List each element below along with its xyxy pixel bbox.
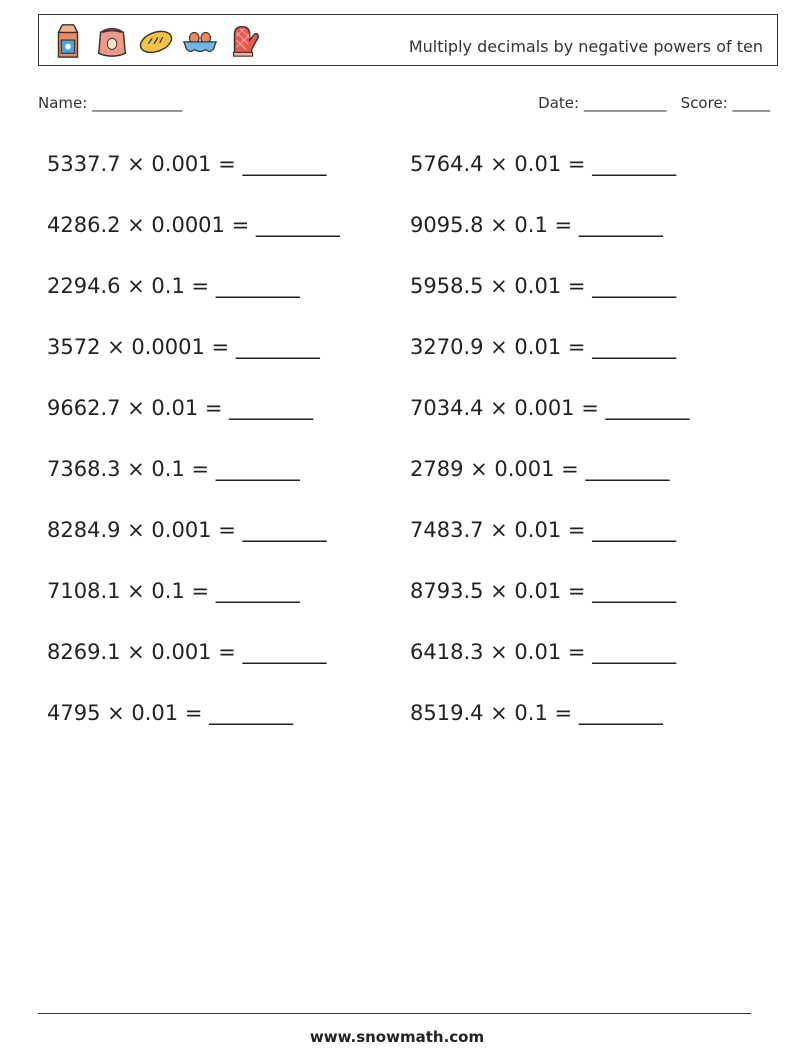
footer-website[interactable]: www.snowmath.com (309, 1028, 485, 1046)
problem-right-3: 5958.5 × 0.01 = ________ (410, 274, 677, 298)
problem-left-9: 8269.1 × 0.001 = ________ (47, 640, 327, 664)
problem-left-8: 7108.1 × 0.1 = ________ (47, 579, 300, 603)
problem-left-4: 3572 × 0.0001 = ________ (47, 335, 320, 359)
problem-left-2: 4286.2 × 0.0001 = ________ (47, 213, 340, 237)
footer-divider (38, 1013, 751, 1014)
egg-carton-icon (181, 21, 219, 59)
name-field[interactable]: Name: ____________ (38, 94, 183, 112)
problem-left-5: 9662.7 × 0.01 = ________ (47, 396, 314, 420)
date-score-fields (538, 94, 770, 112)
oven-mitt-icon (225, 21, 263, 59)
problem-left-7: 8284.9 × 0.001 = ________ (47, 518, 327, 542)
date-field[interactable]: Date: ___________ (538, 94, 667, 112)
problem-right-4: 3270.9 × 0.01 = ________ (410, 335, 677, 359)
worksheet-title: Multiply decimals by negative powers of ten (408, 37, 763, 56)
problem-left-6: 7368.3 × 0.1 = ________ (47, 457, 300, 481)
problem-right-2: 9095.8 × 0.1 = ________ (410, 213, 663, 237)
header-icons (49, 21, 263, 61)
problem-right-10: 8519.4 × 0.1 = ________ (410, 701, 663, 725)
problem-left-10: 4795 × 0.01 = ________ (47, 701, 294, 725)
problem-right-9: 6418.3 × 0.01 = ________ (410, 640, 677, 664)
problem-left-1: 5337.7 × 0.001 = ________ (47, 152, 327, 176)
score-field[interactable]: Score: _____ (680, 94, 770, 112)
milk-carton-icon (49, 21, 87, 59)
problem-right-1: 5764.4 × 0.01 = ________ (410, 152, 677, 176)
worksheet-header (38, 14, 778, 66)
problem-right-5: 7034.4 × 0.001 = ________ (410, 396, 690, 420)
flour-bag-icon (93, 21, 131, 59)
problem-right-7: 7483.7 × 0.01 = ________ (410, 518, 677, 542)
problem-left-3: 2294.6 × 0.1 = ________ (47, 274, 300, 298)
problem-right-8: 8793.5 × 0.01 = ________ (410, 579, 677, 603)
problem-right-6: 2789 × 0.001 = ________ (410, 457, 670, 481)
bread-icon (137, 21, 175, 59)
